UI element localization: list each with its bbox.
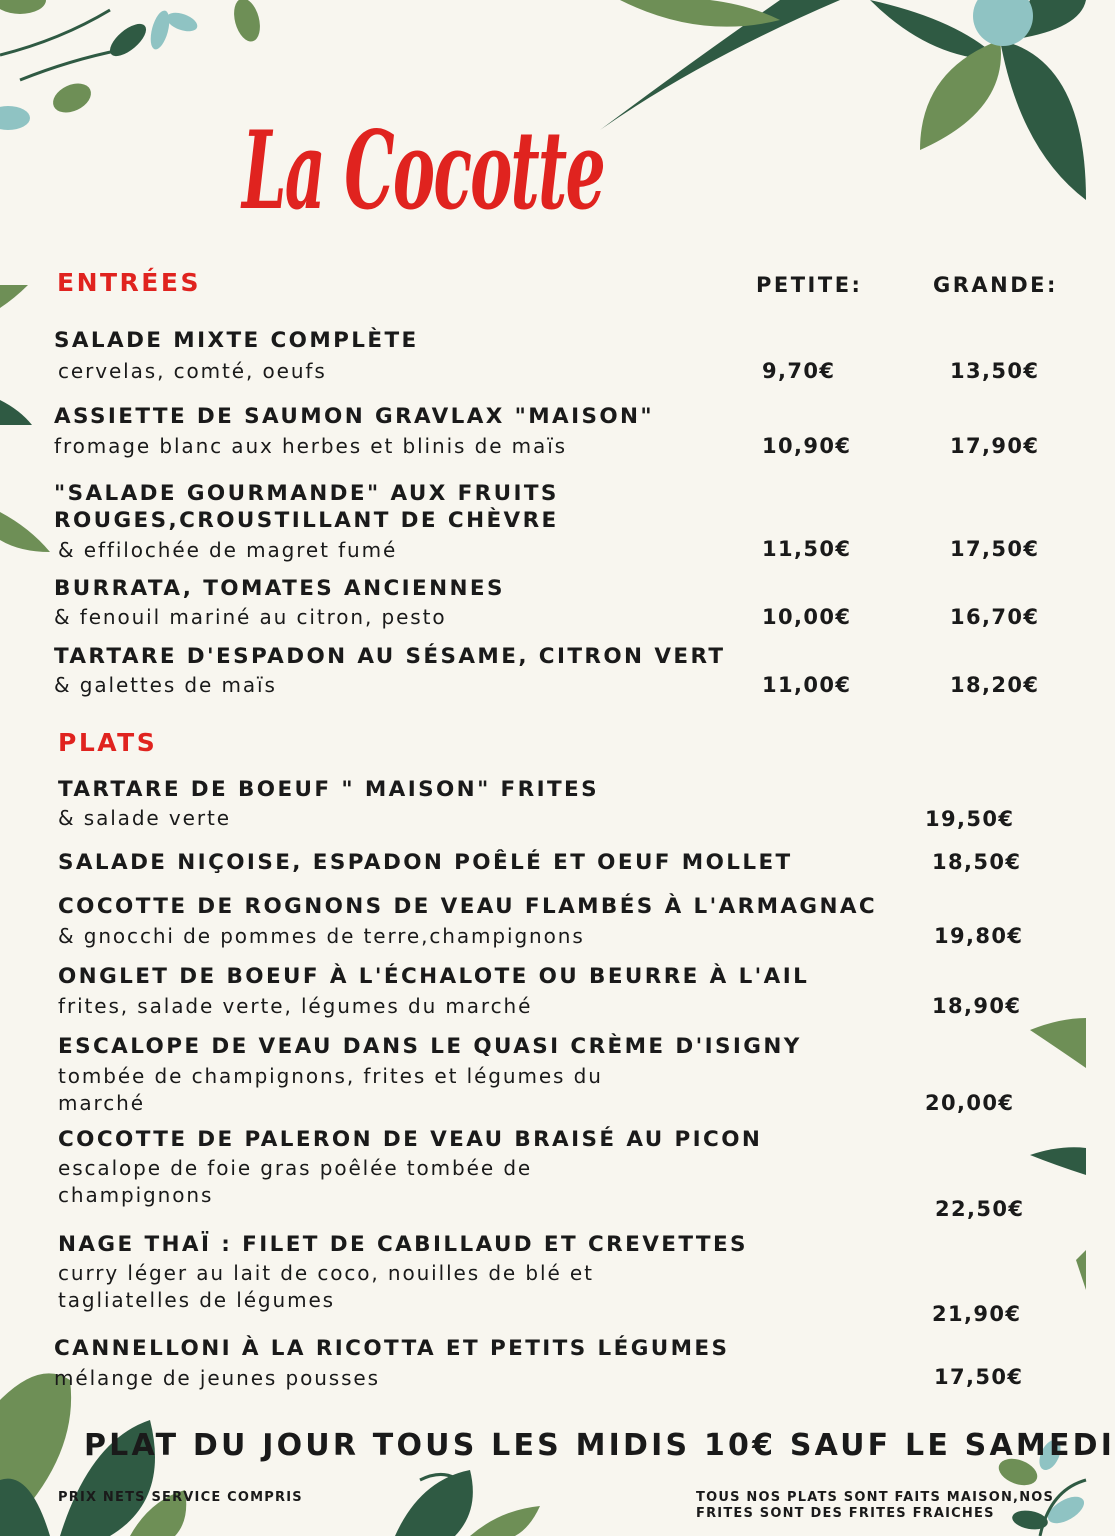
plat-name: COCOTTE DE PALERON DE VEAU BRAISÉ AU PICON [58,1127,763,1152]
entree-price-petite: 10,00€ [762,605,852,629]
entree-price-grande: 13,50€ [950,359,1040,383]
svg-text:La Cocotte: La Cocotte [240,108,605,234]
entree-description: cervelas, comté, oeufs [58,359,327,383]
plat-name: TARTARE DE BOEUF " MAISON" FRITES [58,777,600,802]
plat-description: & gnocchi de pommes de terre,champignons [58,924,585,948]
entree-description: & fenouil mariné au citron, pesto [54,605,447,629]
plat-name: CANNELLONI À LA RICOTTA ET PETITS LÉGUMES [54,1336,730,1361]
entree-name: "SALADE GOURMANDE" AUX FRUITS [54,481,559,506]
plat-description: escalope de foie gras poêlée tombée de [58,1156,533,1180]
plat-name: SALADE NIÇOISE, ESPADON POÊLÉ ET OEUF MOLLET [58,850,793,875]
footer-service-note: PRIX NETS SERVICE COMPRIS [58,1490,303,1505]
plat-price: 18,90€ [932,994,1022,1018]
plat-description: curry léger au lait de coco, nouilles de blé et [58,1261,594,1285]
plat-description: tombée de champignons, frites et légumes du [58,1064,603,1088]
plat-price: 22,50€ [935,1197,1025,1221]
entree-price-petite: 11,00€ [762,673,852,697]
plat-price: 18,50€ [932,850,1022,874]
column-header-grande: GRANDE: [933,273,1058,297]
entree-name: SALADE MIXTE COMPLÈTE [54,328,419,353]
section-title-entrees: ENTRÉES [57,268,201,297]
entree-price-grande: 17,90€ [950,434,1040,458]
entree-description: & effilochée de magret fumé [58,538,398,562]
plat-price: 17,50€ [934,1365,1024,1389]
plat-description-continued: tagliatelles de légumes [58,1288,336,1312]
plat-name: ESCALOPE DE VEAU DANS LE QUASI CRÈME D'ISIGNY [58,1034,802,1059]
entree-price-petite: 11,50€ [762,537,852,561]
section-title-plats: PLATS [58,728,158,757]
entree-price-grande: 18,20€ [950,673,1040,697]
plat-price: 19,50€ [925,807,1015,831]
plat-price: 21,90€ [932,1302,1022,1326]
plat-description: & salade verte [58,806,231,830]
entree-name: BURRATA, TOMATES ANCIENNES [54,576,505,601]
plat-price: 19,80€ [934,924,1024,948]
plat-description-continued: marché [58,1091,145,1115]
plat-description-continued: champignons [58,1183,214,1207]
plat-du-jour-banner: PLAT DU JOUR TOUS LES MIDIS 10€ SAUF LE SAMEDI [84,1428,1115,1463]
footer-homemade-note-continued: FRITES SONT DES FRITES FRAICHES [696,1506,995,1521]
column-header-petite: PETITE: [756,273,863,297]
entree-description: fromage blanc aux herbes et blinis de maïs [54,434,567,458]
plat-description: frites, salade verte, légumes du marché [58,994,533,1018]
footer-homemade-note: TOUS NOS PLATS SONT FAITS MAISON,NOS [696,1490,1055,1505]
entree-price-petite: 10,90€ [762,434,852,458]
entree-description: & galettes de maïs [54,673,277,697]
plat-name: ONGLET DE BOEUF À L'ÉCHALOTE OU BEURRE À L'AIL [58,964,810,989]
plat-name: COCOTTE DE ROGNONS DE VEAU FLAMBÉS À L'ARMAGNAC [58,894,878,919]
plat-description: mélange de jeunes pousses [54,1366,380,1390]
entree-name: ASSIETTE DE SAUMON GRAVLAX "MAISON" [54,404,655,429]
entree-name-continued: ROUGES,CROUSTILLANT DE CHÈVRE [54,508,559,533]
plat-name: NAGE THAÏ : FILET DE CABILLAUD ET CREVETTES [58,1232,748,1257]
entree-name: TARTARE D'ESPADON AU SÉSAME, CITRON VERT [54,644,726,669]
entree-price-grande: 17,50€ [950,537,1040,561]
la-cocotte-logo [238,96,618,236]
plat-price: 20,00€ [925,1091,1015,1115]
entree-price-petite: 9,70€ [762,359,836,383]
entree-price-grande: 16,70€ [950,605,1040,629]
